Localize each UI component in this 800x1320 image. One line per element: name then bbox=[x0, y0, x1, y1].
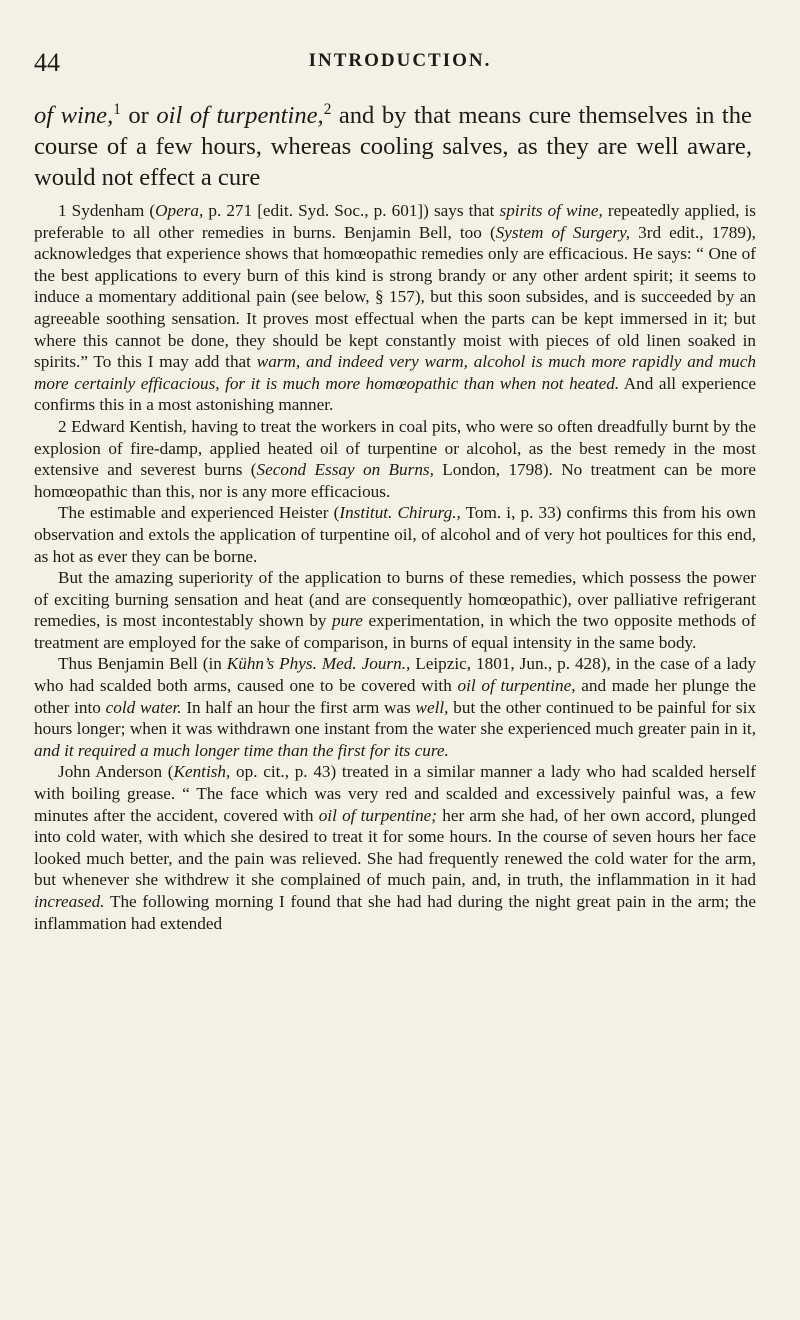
page-header bbox=[34, 48, 766, 84]
footnote-paragraph-amazing: But the amazing superiority of the application to burns of these remedies, which possess the power of exciting burning sensation and heat (and are consequently homœopathic), over palliative refrigerant remedies, is most incontestably shown by pure experimentation, in which the two opposite methods of treatment are employed for the sake of comparison, in burns of equal intensity in the same body. bbox=[34, 568, 756, 652]
italic-phrase: oil of turpentine, bbox=[156, 102, 324, 129]
text-run: or bbox=[120, 102, 157, 129]
footnotes bbox=[34, 200, 756, 934]
footnote-ref-1: 1 bbox=[113, 100, 121, 118]
text-run: and by that means cure themselves in the course of a few hours, whereas cooling salves, as they are well aware, would not effect a cure bbox=[34, 102, 752, 191]
main-paragraph bbox=[34, 100, 752, 193]
footnote-1: 1 Sydenham (Opera, p. 271 [edit. Syd. Soc., p. 601]) says that spirits of wine, repeatedly applied, is preferable to all other remedies in burns. Benjamin Bell, too (System of Surgery, 3rd edit., 1789), acknowledges that experience shows that homœopathic remedies only are efficacious. He says: “ One of the best applications to every burn of this kind is strong brandy or any other ardent spirit; it seems to induce a momentary additional pain (see below, § 157), but this soon subsides, and is succeeded by an agreeable soothing sensation. It proves most effectual when the parts can be kept immersed in it; but where this cannot be done, they should be kept constantly moist with pieces of old linen soaked in spirits.” To this I may add that warm, and indeed very warm, alcohol is much more rapidly and much more certainly efficacious, for it is much more homœopathic than when not heated. And all experience confirms this in a most astonishing manner. bbox=[34, 201, 756, 415]
footnote-2: 2 Edward Kentish, having to treat the workers in coal pits, who were so often dreadfully burnt by the explosion of fire-damp, applied heated oil of turpentine or alcohol, as the best remedy in the most extensive and severest burns (Second Essay on Burns, London, 1798). No treatment can be more homœopathic than this, nor is any more efficacious. bbox=[34, 416, 757, 501]
running-head: INTRODUCTION. bbox=[308, 50, 492, 71]
page-number: 44 bbox=[34, 48, 60, 77]
main-text bbox=[34, 100, 752, 193]
footnote-paragraph-anderson: John Anderson (Kentish, op. cit., p. 43) treated in a similar manner a lady who had scalded herself with boiling grease. “ The face which was very red and scalded and excessively painful was, a few minutes after the accident, covered with oil of turpentine; her arm she had, of her own accord, plunged into cold water, with which she desired to treat it for some hours. In the course of seven hours her face looked much better, and the pain was relieved. She had frequently renewed the cold water for the arm, but whenever she withdrew it she complained of much pain, and, in truth, the inflammation in it had increased. The following morning I found that she had had during the night great pain in the arm; the inflammation had extended bbox=[34, 762, 756, 933]
footnote-ref-2: 2 bbox=[323, 100, 332, 118]
italic-phrase: of wine, bbox=[34, 102, 114, 129]
footnote-paragraph-bell: Thus Benjamin Bell (in Kühn’s Phys. Med. Journ., Leipzic, 1801, Jun., p. 428), in the case of a lady who had scalded both arms, caused one to be covered with oil of turpentine, and made her plunge the other into cold water. In half an hour the first arm was well, but the other continued to be painful for six hours longer; when it was withdrawn one instant from the water she experienced much greater pain in it, and it required a much longer time than the first for its cure. bbox=[34, 654, 756, 760]
footnote-paragraph-heister: The estimable and experienced Heister (Institut. Chirurg., Tom. i, p. 33) confirms this from his own observation and extols the application of turpentine oil, of alcohol and of very hot poultices for this end, as hot as ever they can be borne. bbox=[34, 503, 756, 566]
